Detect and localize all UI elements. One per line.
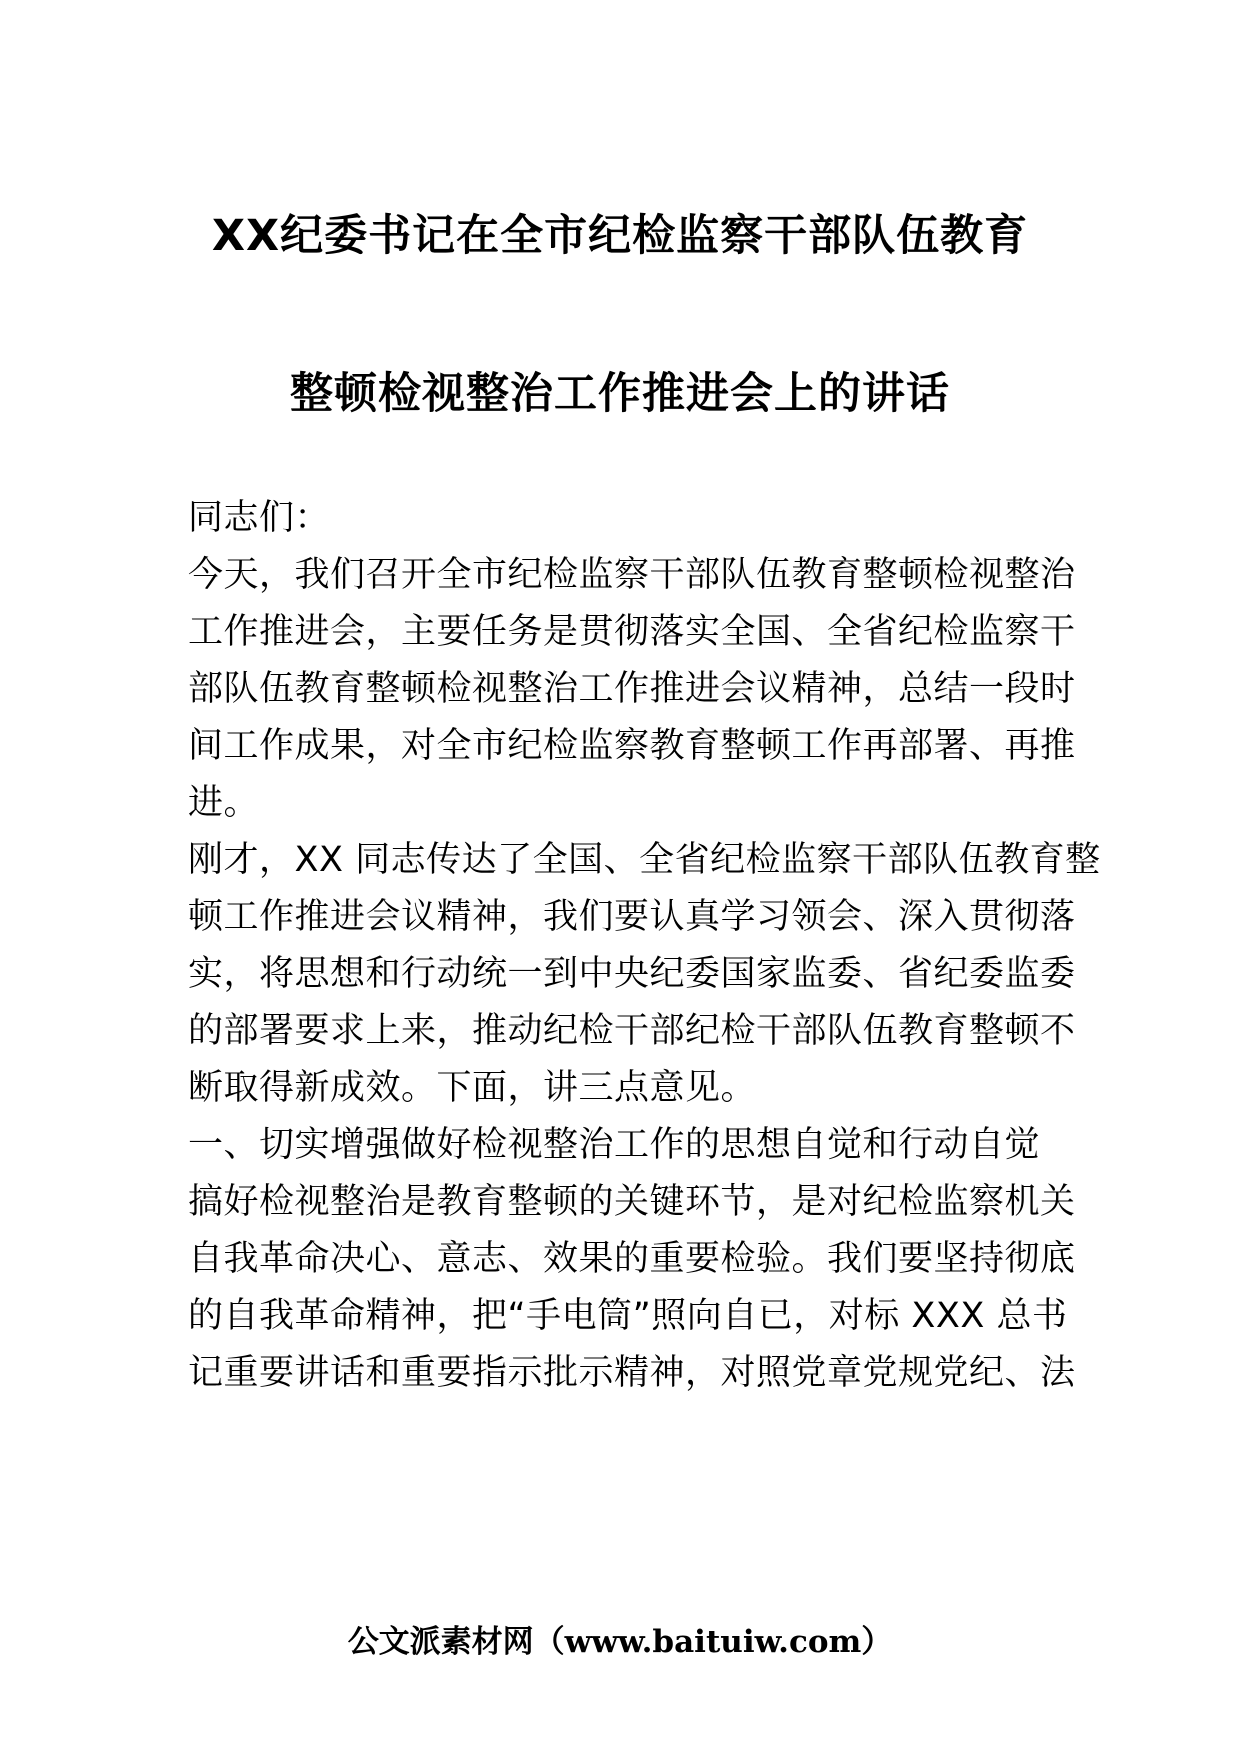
document-title-line-2: 整顿检视整治工作推进会上的讲话 <box>290 369 950 419</box>
body-line: 自我革命决心、意志、效果的重要检验。我们要坚持彻底 <box>188 1239 1076 1279</box>
body-line: 进。 <box>188 783 260 823</box>
body-line: 顿工作推进会议精神，我们要认真学习领会、深入贯彻落 <box>188 897 1076 937</box>
section-heading: 一、切实增强做好检视整治工作的思想自觉和行动自觉 <box>188 1125 1041 1165</box>
body-line: 断取得新成效。下面，讲三点意见。 <box>188 1068 757 1108</box>
body-line: 工作推进会，主要任务是贯彻落实全国、全省纪检监察干 <box>188 612 1076 652</box>
body-line: 记重要讲话和重要指示批示精神，对照党章党规党纪、法 <box>188 1353 1076 1393</box>
body-line: 的自我革命精神，把“手电筒”照向自已，对标 XXX 总书 <box>188 1296 1068 1336</box>
salutation: 同志们： <box>188 498 331 538</box>
body-line: 搞好检视整治是教育整顿的关键环节，是对纪检监察机关 <box>188 1182 1076 1222</box>
body-line: 部队伍教育整顿检视整治工作推进会议精神，总结一段时 <box>188 669 1076 709</box>
document-title-line-1: XX纪委书记在全市纪检监察干部队伍教育 <box>211 211 1029 261</box>
footer-watermark: 公文派素材网（www.baituiw.com） <box>347 1624 893 1660</box>
body-line: 间工作成果，对全市纪检监察教育整顿工作再部署、再推 <box>188 726 1076 766</box>
body-line: 实，将思想和行动统一到中央纪委国家监委、省纪委监委 <box>188 954 1076 994</box>
body-line: 刚才，XX 同志传达了全国、全省纪检监察干部队伍教育整 <box>188 840 1101 880</box>
body-line: 今天，我们召开全市纪检监察干部队伍教育整顿检视整治 <box>188 555 1076 595</box>
body-line: 的部署要求上来，推动纪检干部纪检干部队伍教育整顿不 <box>188 1011 1076 1051</box>
